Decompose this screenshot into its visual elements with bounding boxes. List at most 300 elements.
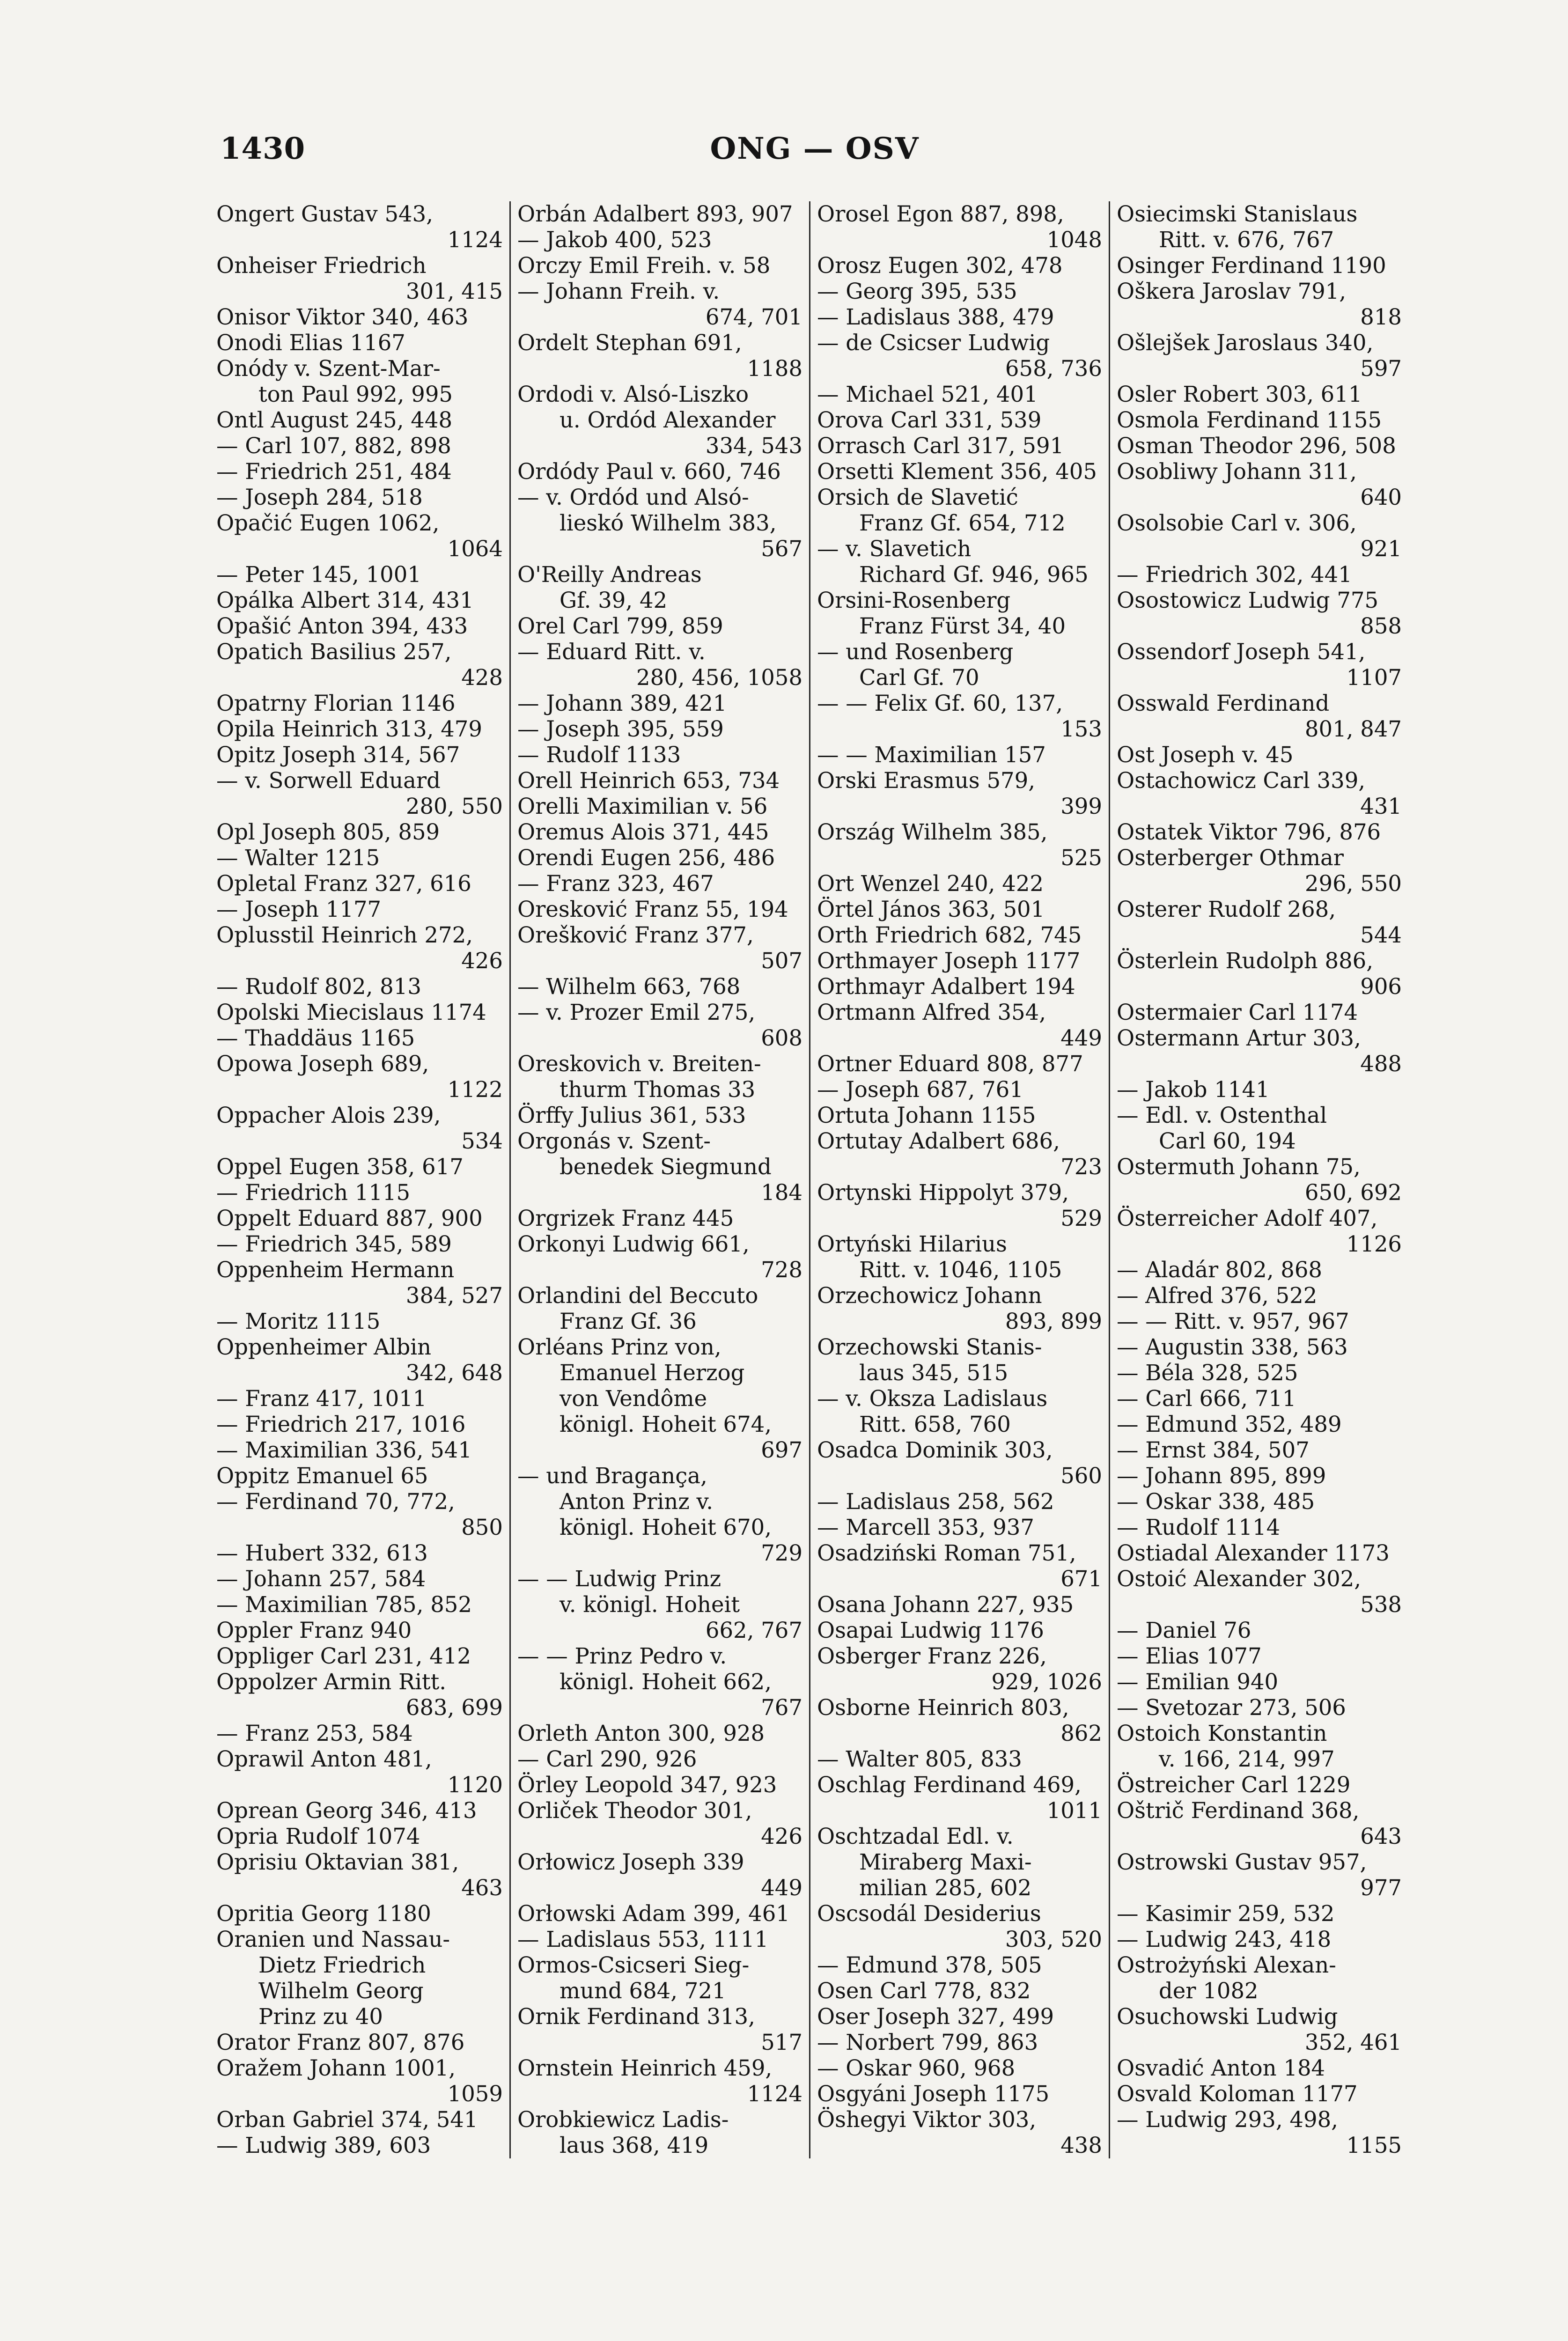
entry-continuation-line: Franz Gf. 654, 712 (859, 510, 1066, 536)
entry-name-line: Orski Erasmus 579, (817, 768, 1035, 793)
index-entry (817, 1540, 1102, 1592)
entry-continuation-line: 517 (761, 2030, 802, 2055)
index-entry (817, 1437, 1102, 1489)
index-entry (517, 922, 802, 974)
index-entry (1117, 1952, 1402, 2004)
entry-name-line: O'Reilly Andreas (517, 562, 702, 587)
index-entry (517, 382, 802, 459)
index-entry (1117, 1103, 1402, 1154)
entry-continuation-line: v. 166, 214, 997 (1158, 1746, 1335, 1772)
entry-continuation-line: 697 (761, 1437, 802, 1463)
entry-continuation-line: Ritt. v. 676, 767 (1158, 227, 1334, 252)
index-entry (817, 1746, 1102, 1772)
index-entry (517, 639, 802, 691)
entry-continuation-line: Ritt. 658, 760 (859, 1412, 1011, 1437)
entry-name-line: — Moritz 1115 (216, 1309, 381, 1334)
index-entry (216, 845, 503, 871)
entry-name-line: — Ladislaus 388, 479 (817, 304, 1054, 330)
entry-name-line: — Maximilian 336, 541 (216, 1437, 472, 1463)
entry-name-line: Orrasch Carl 317, 591 (817, 433, 1064, 458)
index-entry (216, 1489, 503, 1540)
entry-name-line: Ongert Gustav 543, (216, 201, 434, 227)
entry-name-line: Ostoić Alexander 302, (1116, 1566, 1362, 1591)
index-entry (216, 1231, 503, 1257)
entry-name-line: — — Maximilian 157 (817, 742, 1046, 767)
index-entry (817, 1772, 1102, 1824)
entry-continuation-line: 640 (1360, 485, 1402, 510)
index-entry (216, 304, 503, 330)
entry-continuation-line: 431 (1360, 794, 1402, 819)
entry-name-line: Österreicher Adolf 407, (1116, 1206, 1378, 1231)
entry-name-line: — Edmund 352, 489 (1116, 1412, 1342, 1437)
index-entry (216, 562, 503, 588)
entry-continuation-line: u. Ordód Alexander (559, 407, 776, 433)
index-entry (1117, 1772, 1402, 1798)
index-entry (216, 742, 503, 768)
index-entry (817, 2030, 1102, 2055)
entry-continuation-line: milian 285, 602 (859, 1875, 1032, 1900)
index-entry (817, 922, 1102, 948)
entry-name-line: Osmola Ferdinand 1155 (1116, 407, 1382, 433)
entry-name-line: — Wilhelm 663, 768 (517, 974, 741, 999)
entry-name-line: Osberger Franz 226, (817, 1643, 1047, 1669)
index-entry (517, 1334, 802, 1463)
entry-continuation-line: 1064 (447, 536, 503, 561)
entry-name-line: — v. Oksza Ladislaus (817, 1386, 1048, 1411)
index-entry (817, 407, 1102, 433)
index-entry (517, 1643, 802, 1721)
entry-continuation-line: 334, 543 (705, 433, 802, 458)
index-entry (216, 871, 503, 897)
entry-name-line: Ortner Eduard 808, 877 (817, 1051, 1083, 1076)
index-entry (817, 588, 1102, 639)
index-entry (517, 794, 802, 819)
entry-name-line: Oprisiu Oktavian 381, (216, 1849, 459, 1875)
entry-continuation-line: Carl 60, 194 (1158, 1128, 1296, 1154)
index-entry (216, 1000, 503, 1025)
entry-continuation-line: 384, 527 (405, 1283, 503, 1308)
index-entry (517, 974, 802, 1000)
entry-name-line: Oreskovich v. Breiten- (517, 1051, 761, 1076)
index-entry (216, 433, 503, 459)
index-entry (1117, 1000, 1402, 1025)
entry-name-line: Osobliwy Johann 311, (1116, 459, 1357, 484)
index-entry (1117, 1283, 1402, 1309)
entry-name-line: Osostowicz Ludwig 775 (1116, 588, 1379, 613)
entry-name-line: Opitz Joseph 314, 567 (216, 742, 460, 767)
entry-continuation-line: 184 (761, 1180, 802, 1205)
entry-name-line: Orgonás v. Szent- (517, 1128, 711, 1154)
entry-continuation-line: 1048 (1046, 227, 1102, 252)
entry-name-line: Oplusstil Heinrich 272, (216, 922, 473, 948)
index-entry (216, 2055, 503, 2107)
entry-name-line: Opila Heinrich 313, 479 (216, 716, 482, 742)
index-entry (517, 2107, 802, 2158)
index-entry (517, 1927, 802, 1952)
entry-name-line: Orator Franz 807, 876 (216, 2030, 465, 2055)
entry-name-line: — Franz 323, 467 (517, 871, 714, 896)
index-entry (817, 1128, 1102, 1180)
entry-continuation-line: 767 (761, 1695, 802, 1720)
entry-name-line: Orczy Emil Freih. v. 58 (517, 253, 771, 278)
entry-name-line: Örffy Julius 361, 533 (517, 1103, 746, 1128)
index-entry (817, 1978, 1102, 2004)
entry-name-line: Orłowicz Joseph 339 (517, 1849, 744, 1875)
index-entry (216, 1463, 503, 1489)
entry-name-line: Ormos-Csicseri Sieg- (517, 1952, 750, 1978)
index-entry (1117, 819, 1402, 845)
index-entry (817, 2081, 1102, 2107)
entry-name-line: Oscsodál Desiderius (817, 1901, 1041, 1926)
entry-name-line: — de Csicser Ludwig (817, 330, 1050, 355)
entry-continuation-line: 977 (1360, 1875, 1402, 1900)
index-entry (1117, 1540, 1402, 1566)
entry-name-line: Oremus Alois 371, 445 (517, 819, 769, 845)
index-entry (517, 2004, 802, 2055)
index-entry (1117, 407, 1402, 433)
entry-name-line: — Thaddäus 1165 (216, 1025, 415, 1051)
index-entry (517, 1283, 802, 1334)
entry-name-line: Osinger Ferdinand 1190 (1116, 253, 1386, 278)
entry-name-line: Oschtzadal Edl. v. (817, 1824, 1014, 1849)
index-entry (517, 716, 802, 742)
index-column-3 (809, 201, 1109, 2158)
index-entry (216, 1206, 503, 1231)
entry-name-line: Orova Carl 331, 539 (817, 407, 1042, 433)
entry-name-line: Orell Heinrich 653, 734 (517, 768, 780, 793)
entry-name-line: Örtel János 363, 501 (817, 897, 1045, 922)
index-entry (517, 1231, 802, 1283)
index-entry (216, 1025, 503, 1051)
entry-continuation-line: Carl Gf. 70 (859, 665, 979, 690)
index-entry (216, 1592, 503, 1618)
entry-continuation-line: 650, 692 (1304, 1180, 1402, 1205)
index-entry (817, 2004, 1102, 2030)
entry-name-line: — — Ludwig Prinz (517, 1566, 721, 1591)
entry-continuation-line: 463 (461, 1875, 503, 1900)
entry-name-line: — Béla 328, 525 (1116, 1360, 1298, 1385)
entry-name-line: — Friedrich 1115 (216, 1180, 411, 1205)
entry-name-line: — Oskar 338, 485 (1116, 1489, 1315, 1514)
entry-name-line: Orliček Theodor 301, (517, 1798, 752, 1823)
index-entry (216, 1669, 503, 1721)
index-entry (216, 1824, 503, 1849)
index-entry (817, 768, 1102, 819)
entry-name-line: Orsini-Rosenberg (817, 588, 1011, 613)
entry-name-line: — Hubert 332, 613 (216, 1540, 428, 1566)
index-entry (817, 1618, 1102, 1643)
entry-name-line: — Norbert 799, 863 (817, 2030, 1038, 2055)
entry-name-line: Ordódy Paul v. 660, 746 (517, 459, 781, 484)
index-entry (1117, 1206, 1402, 1257)
entry-continuation-line: Franz Fürst 34, 40 (859, 613, 1066, 639)
index-entry (517, 1798, 802, 1849)
entry-name-line: — Rudolf 802, 813 (216, 974, 421, 999)
index-entry (517, 253, 802, 279)
index-entry (216, 1103, 503, 1154)
entry-name-line: Oppliger Carl 231, 412 (216, 1643, 471, 1669)
entry-name-line: Ortmann Alfred 354, (817, 1000, 1046, 1025)
entry-continuation-line: 303, 520 (1005, 1927, 1102, 1952)
index-entry (817, 1386, 1102, 1437)
entry-name-line: Orkonyi Ludwig 661, (517, 1231, 750, 1257)
entry-continuation-line: 449 (761, 1875, 802, 1900)
index-entry (216, 407, 503, 433)
index-entry (817, 1000, 1102, 1051)
index-entry (1117, 2107, 1402, 2158)
index-entry (216, 1901, 503, 1927)
index-entry (817, 639, 1102, 691)
entry-name-line: Österlein Rudolph 886, (1116, 948, 1374, 973)
entry-name-line: — Ferdinand 70, 772, (216, 1489, 455, 1514)
index-entry (817, 536, 1102, 588)
entry-name-line: Orel Carl 799, 859 (517, 613, 723, 639)
entry-name-line: — Georg 395, 535 (817, 279, 1017, 304)
entry-name-line: Onódy v. Szent-Mar- (216, 356, 441, 381)
entry-name-line: Osgyáni Joseph 1175 (817, 2081, 1050, 2106)
entry-name-line: Ordodi v. Alsó-Liszko (517, 382, 749, 407)
index-entry (517, 459, 802, 485)
page-header (220, 131, 1409, 178)
entry-name-line: — Ladislaus 258, 562 (817, 1489, 1054, 1514)
entry-name-line: — Edmund 378, 505 (817, 1952, 1042, 1978)
index-entry (517, 2055, 802, 2107)
index-entry (216, 1154, 503, 1180)
entry-continuation-line: königl. Hoheit 662, (559, 1669, 772, 1694)
entry-continuation-line: 567 (761, 536, 802, 561)
entry-continuation-line: 1122 (447, 1077, 503, 1102)
entry-name-line: Orthmayer Joseph 1177 (817, 948, 1081, 973)
index-entry (817, 2055, 1102, 2081)
entry-name-line: Ostermuth Johann 75, (1116, 1154, 1361, 1179)
entry-continuation-line: 1124 (447, 227, 503, 252)
entry-name-line: Opačić Eugen 1062, (216, 510, 440, 536)
index-entry (216, 588, 503, 613)
entry-name-line: Orgrizek Franz 445 (517, 1206, 734, 1231)
index-entry (817, 1489, 1102, 1515)
entry-name-line: Opolski Miecislaus 1174 (216, 1000, 486, 1025)
entry-continuation-line: 426 (761, 1824, 802, 1849)
entry-name-line: Oškera Jaroslav 791, (1116, 279, 1347, 304)
entry-continuation-line: 534 (461, 1128, 503, 1154)
index-entry (817, 742, 1102, 768)
entry-continuation-line: königl. Hoheit 674, (559, 1412, 772, 1437)
index-entry (817, 1180, 1102, 1231)
entry-name-line: Orbán Adalbert 893, 907 (517, 201, 793, 227)
index-entry (216, 716, 503, 742)
entry-name-line: Opowa Joseph 689, (216, 1051, 429, 1076)
entry-continuation-line: 850 (461, 1515, 503, 1540)
entry-continuation-line: 525 (1060, 845, 1102, 870)
index-entry (517, 768, 802, 794)
index-entry (1117, 433, 1402, 459)
entry-name-line: Östreicher Carl 1229 (1116, 1772, 1351, 1797)
index-entry (817, 1901, 1102, 1952)
entry-continuation-line: 153 (1060, 716, 1102, 742)
entry-continuation-line: 301, 415 (405, 279, 503, 304)
entry-name-line: Orzechowicz Johann (817, 1283, 1042, 1308)
entry-name-line: Oražem Johann 1001, (216, 2055, 456, 2081)
entry-continuation-line: benedek Siegmund (559, 1154, 772, 1179)
index-entry (1117, 768, 1402, 819)
entry-name-line: Osborne Heinrich 803, (817, 1695, 1069, 1720)
entry-continuation-line: 643 (1360, 1824, 1402, 1849)
entry-continuation-line: 529 (1060, 1206, 1102, 1231)
entry-name-line: — und Rosenberg (817, 639, 1014, 664)
entry-continuation-line: 1124 (747, 2081, 802, 2106)
entry-name-line: — Friedrich 251, 484 (216, 459, 452, 484)
entry-continuation-line: Dietz Friedrich (258, 1952, 426, 1978)
index-entry (1117, 510, 1402, 562)
index-entry (216, 459, 503, 485)
entry-name-line: Oppitz Emanuel 65 (216, 1463, 428, 1488)
index-entry (817, 819, 1102, 871)
index-entry (517, 330, 802, 382)
entry-continuation-line: thurm Thomas 33 (559, 1077, 756, 1102)
index-entry (1117, 1927, 1402, 1952)
entry-continuation-line: 893, 899 (1005, 1309, 1102, 1334)
entry-name-line: — Peter 145, 1001 (216, 562, 421, 587)
entry-name-line: Osswald Ferdinand (1116, 691, 1330, 716)
index-entry (817, 1695, 1102, 1746)
entry-name-line: — v. Slavetich (817, 536, 972, 561)
entry-continuation-line: Wilhelm Georg (258, 1978, 424, 2003)
entry-continuation-line: v. königl. Hoheit (559, 1592, 740, 1617)
entry-continuation-line: 507 (761, 948, 802, 973)
entry-continuation-line: 342, 648 (405, 1360, 503, 1385)
entry-name-line: — Walter 805, 833 (817, 1746, 1022, 1772)
entry-name-line: — Michael 521, 401 (817, 382, 1038, 407)
entry-name-line: Orléans Prinz von, (517, 1334, 721, 1360)
entry-name-line: — Ludwig 389, 603 (216, 2133, 431, 2158)
entry-name-line: Ošlejšek Jaroslaus 340, (1116, 330, 1374, 355)
index-entry (517, 691, 802, 716)
running-head: ONG — OSV (710, 131, 920, 166)
index-entry (216, 2133, 503, 2158)
entry-name-line: Orleth Anton 300, 928 (517, 1721, 765, 1746)
entry-name-line: Ordelt Stephan 691, (517, 330, 742, 355)
entry-continuation-line: 723 (1060, 1154, 1102, 1179)
entry-name-line: Orešković Franz 377, (517, 922, 754, 948)
index-entry (1117, 1309, 1402, 1334)
index-entry (1117, 1901, 1402, 1927)
entry-name-line: Osolsobie Carl v. 306, (1116, 510, 1357, 536)
entry-name-line: — Carl 666, 711 (1116, 1386, 1296, 1411)
entry-continuation-line: Ritt. v. 1046, 1105 (859, 1257, 1062, 1282)
entry-name-line: Osiecimski Stanislaus (1116, 201, 1358, 227)
entry-name-line: Ornstein Heinrich 459, (517, 2055, 773, 2081)
index-entry (817, 1592, 1102, 1618)
index-entry (1117, 2081, 1402, 2107)
index-entry (216, 1386, 503, 1412)
entry-name-line: — Johann 389, 421 (517, 691, 727, 716)
index-entry (517, 1901, 802, 1927)
entry-name-line: Örley Leopold 347, 923 (517, 1772, 777, 1797)
entry-name-line: — Aladár 802, 868 (1116, 1257, 1323, 1282)
entry-name-line: — Friedrich 302, 441 (1116, 562, 1352, 587)
entry-name-line: — Ladislaus 553, 1111 (517, 1927, 769, 1952)
entry-name-line: Orthmayr Adalbert 194 (817, 974, 1075, 999)
entry-name-line: Onheiser Friedrich (216, 253, 427, 278)
index-entry (1117, 1437, 1402, 1463)
index-entry (1117, 279, 1402, 330)
entry-name-line: Orobkiewicz Ladis- (517, 2107, 729, 2132)
index-entry (216, 768, 503, 819)
index-entry (517, 1746, 802, 1772)
entry-continuation-line: 399 (1060, 794, 1102, 819)
entry-name-line: Ostatek Viktor 796, 876 (1116, 819, 1381, 845)
entry-name-line: Opatich Basilius 257, (216, 639, 452, 664)
entry-name-line: — Oskar 960, 968 (817, 2055, 1016, 2081)
index-entry (216, 253, 503, 304)
entry-name-line: Oresković Franz 55, 194 (517, 897, 788, 922)
entry-name-line: Ortutay Adalbert 686, (817, 1128, 1060, 1154)
index-entry (1117, 1257, 1402, 1283)
index-entry (817, 1824, 1102, 1901)
index-entry (1117, 2004, 1402, 2055)
index-entry (216, 613, 503, 639)
index-entry (1117, 691, 1402, 742)
entry-name-line: Osapai Ludwig 1176 (817, 1618, 1044, 1643)
entry-name-line: — Franz 253, 584 (216, 1721, 413, 1746)
index-entry (216, 691, 503, 716)
index-entry (817, 897, 1102, 922)
index-entry (1117, 742, 1402, 768)
entry-name-line: Ornik Ferdinand 313, (517, 2004, 755, 2029)
index-entry (817, 974, 1102, 1000)
entry-name-line: Osen Carl 778, 832 (817, 1978, 1031, 2003)
page-number: 1430 (220, 131, 306, 166)
entry-name-line: Ossendorf Joseph 541, (1116, 639, 1366, 664)
entry-continuation-line: 658, 736 (1005, 356, 1102, 381)
index-entry (216, 1798, 503, 1824)
entry-name-line: — — Ritt. v. 957, 967 (1116, 1309, 1349, 1334)
entry-continuation-line: 683, 699 (405, 1695, 503, 1720)
index-entry (817, 691, 1102, 742)
entry-name-line: Oschlag Ferdinand 469, (817, 1772, 1082, 1797)
index-entry (1117, 897, 1402, 948)
entry-name-line: Osterberger Othmar (1116, 845, 1344, 870)
entry-continuation-line: 449 (1060, 1025, 1102, 1051)
index-entry (216, 201, 503, 253)
entry-continuation-line: lieskó Wilhelm 383, (559, 510, 777, 536)
index-entry (1117, 1334, 1402, 1360)
index-entry (216, 1927, 503, 2030)
index-entry (817, 1051, 1102, 1077)
entry-continuation-line: Franz Gf. 36 (559, 1309, 697, 1334)
entry-continuation-line: 280, 456, 1058 (636, 665, 802, 690)
entry-name-line: — Johann 895, 899 (1116, 1463, 1326, 1488)
index-entry (817, 433, 1102, 459)
entry-name-line: — v. Sorwell Eduard (216, 768, 441, 793)
index-entry (216, 897, 503, 922)
index-entry (216, 922, 503, 974)
entry-name-line: Osman Theodor 296, 508 (1116, 433, 1396, 458)
index-entry (817, 485, 1102, 536)
index-entry (216, 510, 503, 562)
index-entry (517, 845, 802, 871)
index-column-1 (210, 201, 509, 2158)
entry-continuation-line: 818 (1360, 304, 1402, 330)
index-entry (817, 1515, 1102, 1540)
entry-name-line: — Svetozar 273, 506 (1116, 1695, 1346, 1720)
entry-continuation-line: 921 (1360, 536, 1402, 561)
entry-continuation-line: 929, 1026 (991, 1669, 1102, 1694)
index-entry (817, 459, 1102, 485)
entry-name-line: Osterer Rudolf 268, (1116, 897, 1336, 922)
entry-name-line: Opletal Franz 327, 616 (216, 871, 471, 896)
index-entry (817, 1952, 1102, 1978)
